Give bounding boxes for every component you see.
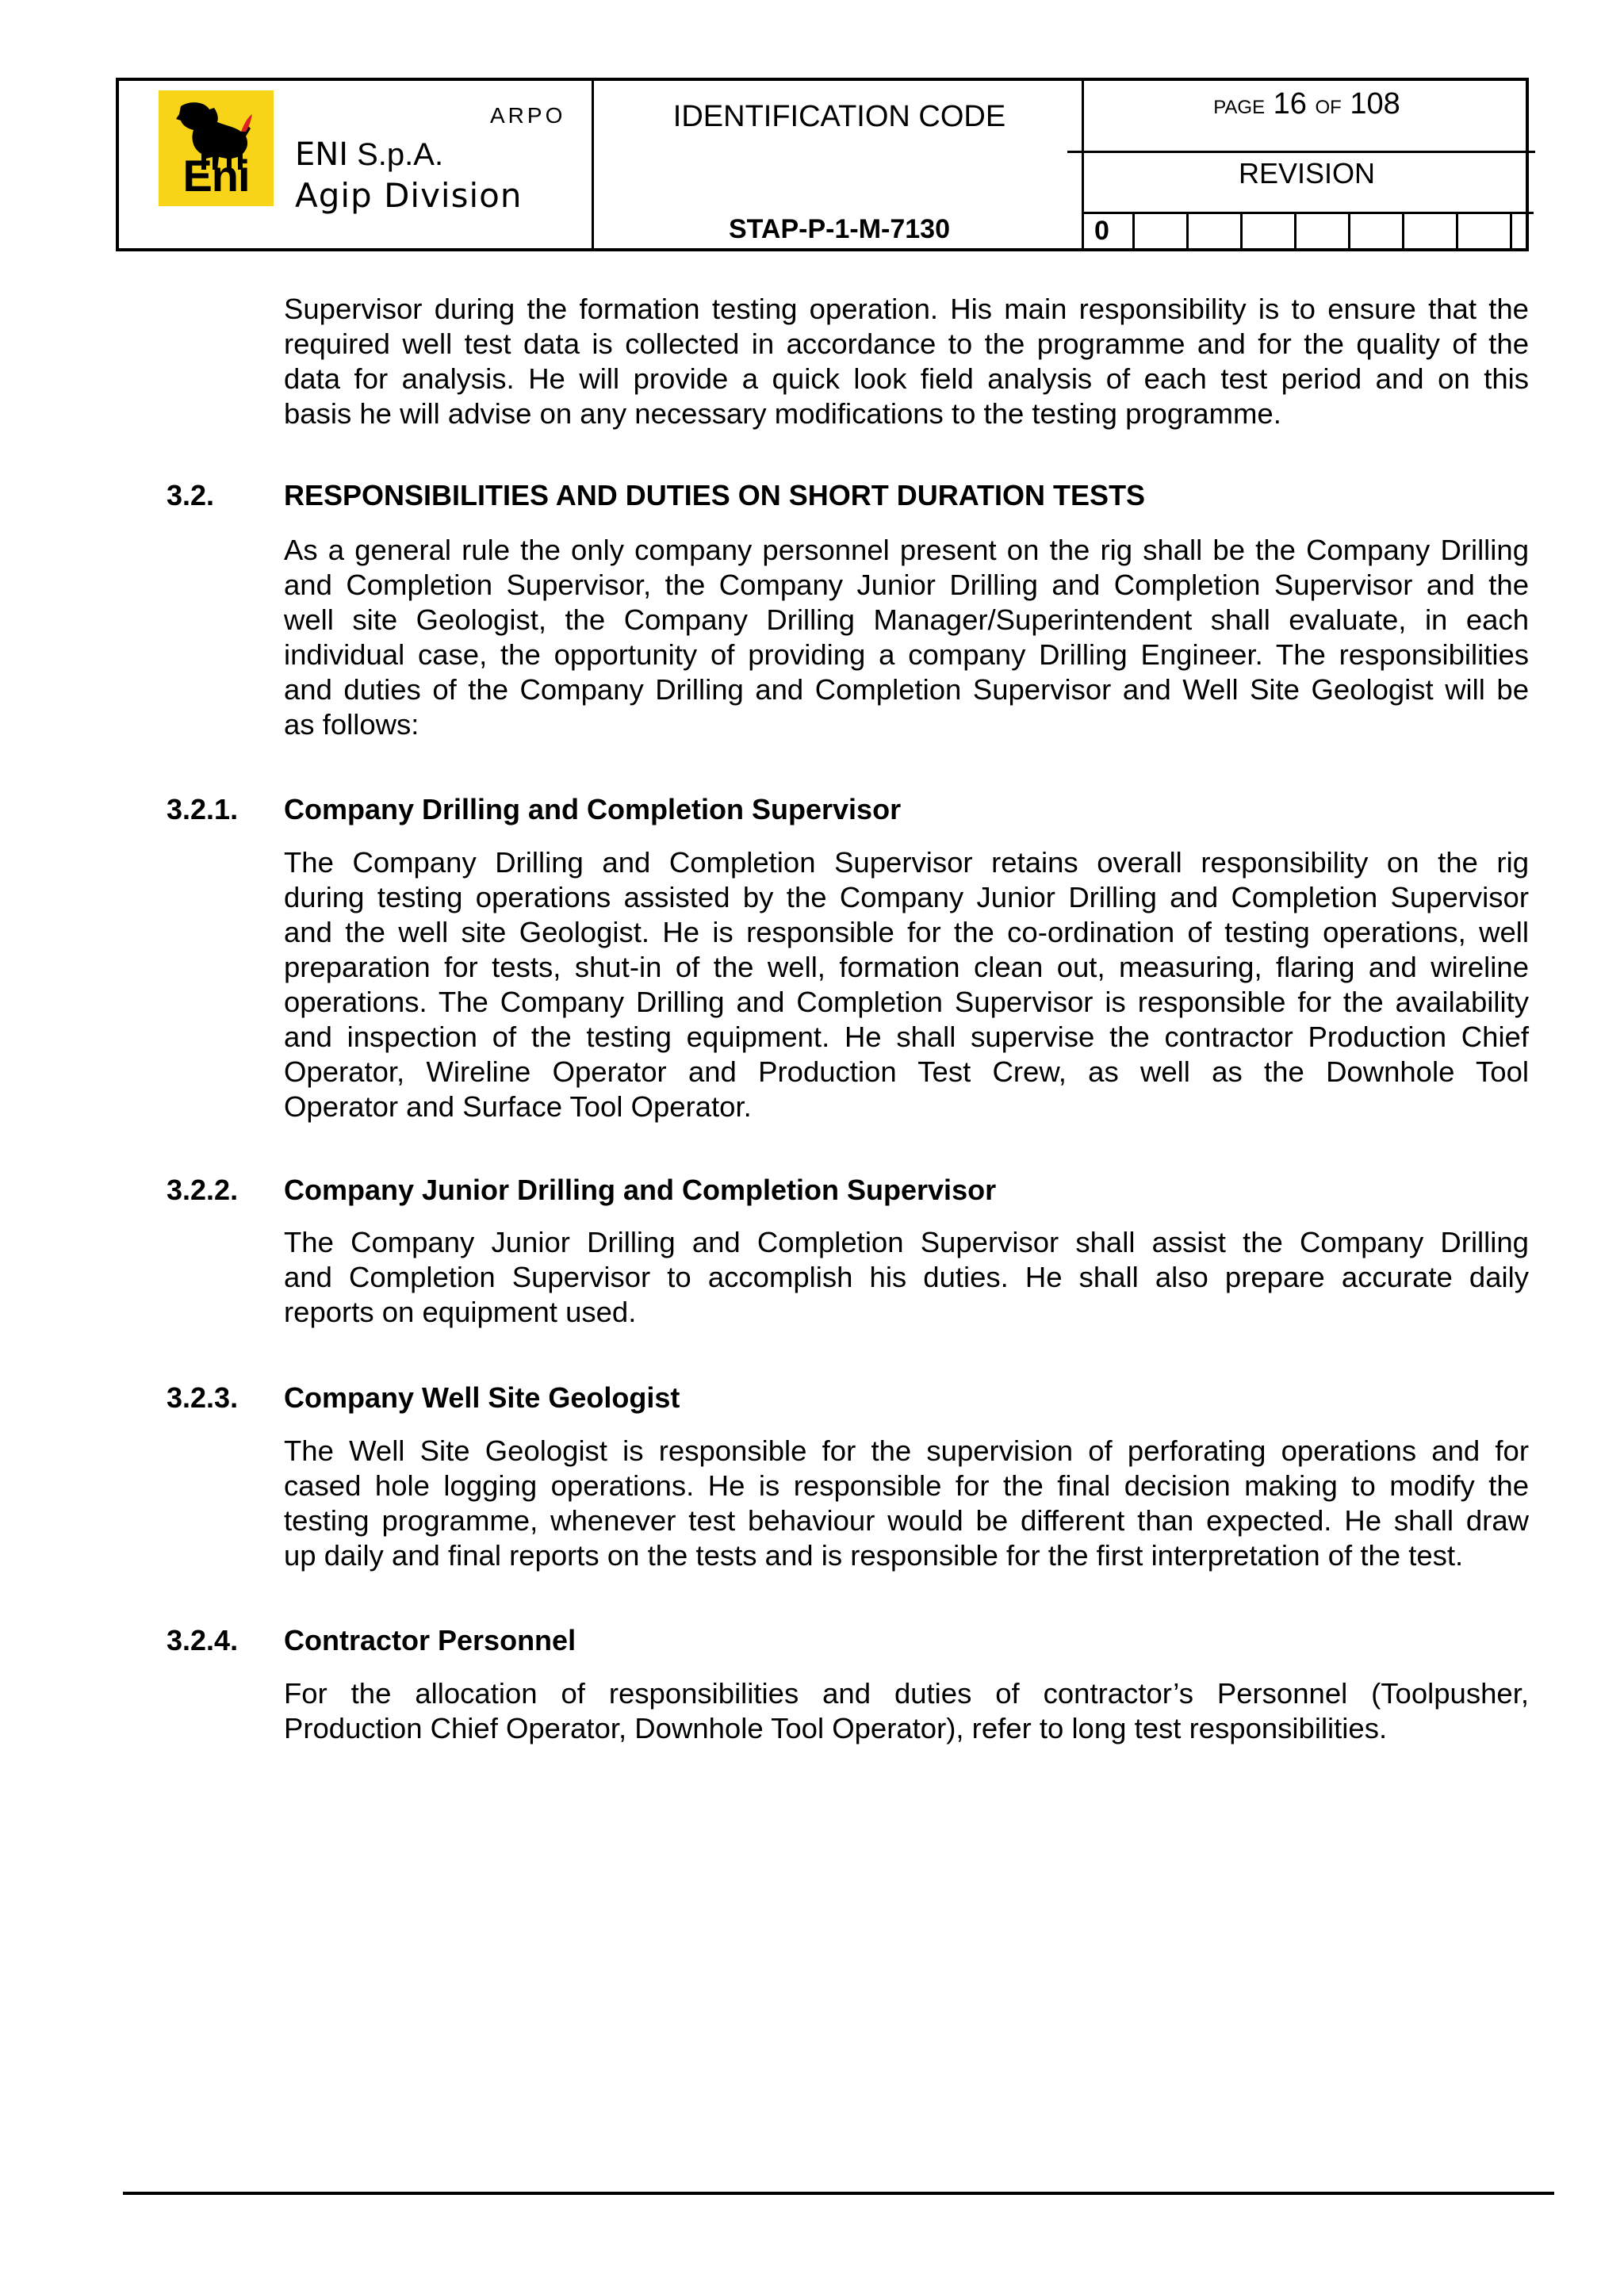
revision-cell [1456,214,1510,250]
revision-cell [1510,214,1564,250]
section-heading: Contractor Personnel [284,1624,576,1656]
revision-cell [1294,214,1348,250]
section-number: 3.2.2. [167,1174,239,1206]
revision-cell [1240,214,1294,250]
section-heading: Company Junior Drilling and Completion Supervisor [284,1174,997,1206]
section-number: 3.2.4. [167,1624,239,1656]
section-paragraph: As a general rule the only company personnel present on the rig shall be the Company Drilling and Completion Supervisor, the Company Junior Drilling and Completion Supervisor and the well site Geologist, the Company Drilling Manager/Superintendent shall evaluate, in each individual case, the opportunity of providing a company Drilling Engineer. The responsibilities and duties of the Company Drilling and Completion Supervisor and Well Site Geologist will be as follows: [284,534,1529,741]
section-heading: Company Drilling and Completion Supervisor [284,793,902,825]
section-heading: Company Well Site Geologist [284,1381,680,1414]
revision-cell [1348,214,1402,250]
document-header [116,78,1529,251]
document-code: STAP-P-1-M-7130 [729,214,950,244]
revision-label: REVISION [1238,157,1376,190]
section-paragraph: For the allocation of responsibilities and duties of contractor’s Personnel (Toolpusher, Production Chief Operator, Downhole Tool Operator), refer to long test responsibilities. [284,1677,1529,1744]
section-heading: RESPONSIBILITIES AND DUTIES ON SHORT DURATION TESTS [284,479,1146,511]
intro-paragraph: Supervisor during the formation testing operation. His main responsibility is to ensure that the required well test data is collected in accordance to the programme and for the quality of the data for analysis. He will provide a quick look field analysis of each test period and on this basis he will advise on any necessary modifications to the testing programme. [284,293,1529,430]
section-number: 3.2. [167,479,215,511]
revision-cell [1132,214,1186,250]
revision-cell [1402,214,1456,250]
revision-cell [1186,214,1240,250]
arpo-label: ARPO [490,103,566,128]
page-indicator: PAGE 16 OF 108 [1213,87,1400,121]
section-paragraph: The Well Site Geologist is responsible for the supervision of perforating operations and for cased hole logging operations. He is responsible for the final decision making to modify the testing programme, whenever test behaviour would be different than expected. He shall draw up daily and final reports on the tests and is responsible for the first interpretation of the test. [284,1434,1529,1572]
identification-code-label: IDENTIFICATION CODE [672,100,1006,133]
section-number: 3.2.1. [167,793,239,825]
logo-wordmark: Eni [182,151,250,201]
section-paragraph: The Company Junior Drilling and Completion Supervisor shall assist the Company Drilling and Completion Supervisor to accomplish his duties. He shall also prepare accurate daily reports on equipment used. [284,1226,1529,1328]
footer-divider [123,2192,1554,2195]
division-name: Agip Division [295,176,523,215]
section-number: 3.2.3. [167,1381,239,1414]
section-paragraph: The Company Drilling and Completion Supervisor retains overall responsibility on the rig during testing operations assisted by the Company Junior Drilling and Completion Supervisor and the well site Geologist. He is responsible for the co-ordination of testing operations, well preparation for tests, shut-in of the well, formation clean out, measuring, flaring and wireline operations. The Company Drilling and Completion Supervisor is responsible for the availability and inspection of the testing equipment. He shall supervise the contractor Production Chief Operator, Wireline Operator and Production Test Crew, as well as the Downhole Tool Operator and Surface Tool Operator. [284,846,1529,1123]
eni-logo [159,90,274,206]
company-name: ENI S.p.A. [295,136,444,173]
revision-value: 0 [1094,216,1109,246]
